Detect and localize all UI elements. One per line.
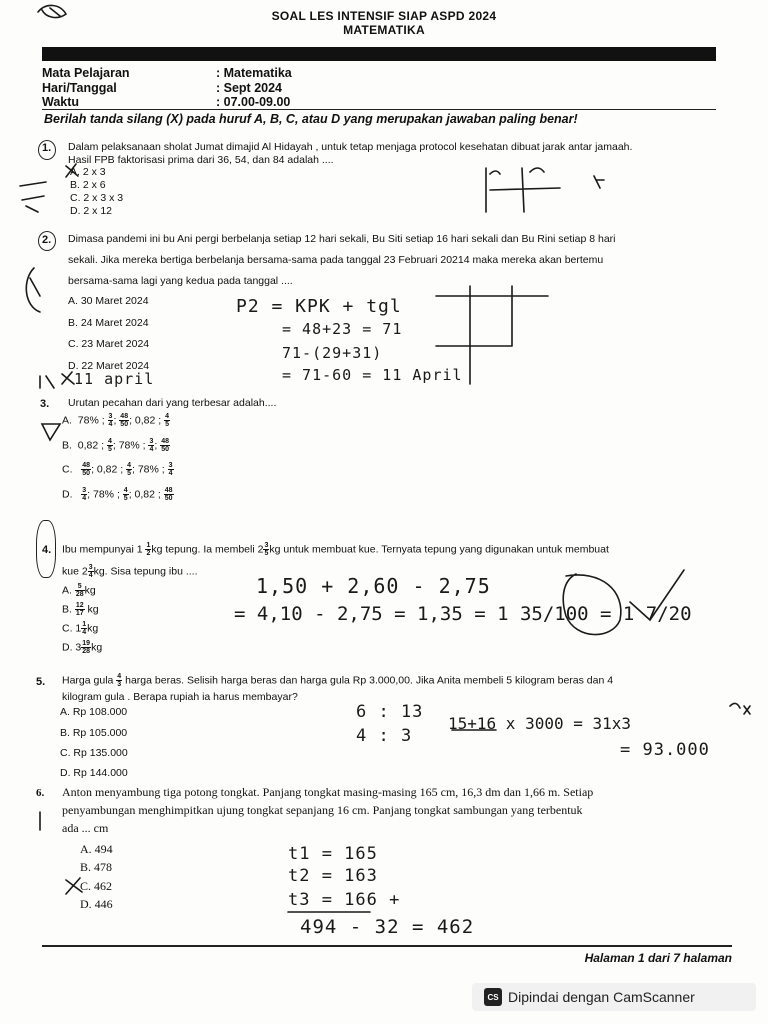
q4-option-a[interactable]: A. $\frac{5}{28}$ kg <box>62 583 96 598</box>
q4-number: 4. <box>42 544 52 556</box>
q5-option-b[interactable]: B. Rp 105.000 <box>60 727 128 739</box>
subject-label: Mata Pelajaran <box>42 66 130 80</box>
q3-text: Urutan pecahan dari yang terbesar adalah.... <box>68 397 277 409</box>
camscanner-logo-icon: CS <box>484 988 502 1006</box>
q5-number: 5. <box>36 676 46 688</box>
q1-option-a[interactable]: A. 2 x 3 <box>70 166 106 178</box>
q5-text-2: kilogram gula . Berapa rupiah ia harus membayar? <box>62 691 298 703</box>
q1-option-c[interactable]: C. 2 x 3 x 3 <box>70 192 124 204</box>
q2-handwriting-4: = 71-60 = 11 April <box>282 366 463 384</box>
q3-option-c[interactable]: C. $\frac{48}{50}$ ; 0,82 ; $\frac{4}{5}$ ; 78% ; $\frac{3}{4}$ <box>62 462 173 477</box>
q2-text-1: Dimasa pandemi ini bu Ani pergi berbelanja setiap 12 hari sekali, Bu Siti setiap 16 hari sekali dan Bu Rini setiap 8 hari <box>68 233 616 245</box>
q5-option-c[interactable]: C. Rp 135.000 <box>60 747 128 759</box>
q6-option-c[interactable]: C. 462 <box>80 879 113 893</box>
date-value: : Sept 2024 <box>216 81 283 95</box>
date-label: Hari/Tanggal <box>42 81 117 95</box>
q2-text-2: sekali. Jika mereka bertiga berbelanja bersama-sama pada tanggal 23 Februari 20214 maka mereka akan bertemu <box>68 254 604 266</box>
q3-option-d[interactable]: D. $\frac{3}{4}$ ; 78% ; $\frac{4}{5}$ ; 0,82 ; $\frac{48}{50}$ <box>62 487 173 502</box>
q2-handwriting-3: 71-(29+31) <box>282 344 383 362</box>
q5-option-a[interactable]: A. Rp 108.000 <box>60 706 128 718</box>
q6-handwriting-3: t3 = 166 + <box>288 890 401 910</box>
q2-handwriting-2: = 48+23 = 71 <box>282 320 403 338</box>
q2-option-a[interactable]: A. 30 Maret 2024 <box>68 295 149 307</box>
q6-option-d[interactable]: D. 446 <box>80 897 113 911</box>
q5-handwriting-3: 15+16 x 3000 = 31x3 <box>448 714 632 733</box>
q4-option-c[interactable]: C. 1 $\frac{1}{4}$ kg <box>62 621 99 636</box>
q5-text-1: Harga gula $\frac{4}{3}$ harga beras. Selisih harga beras dan harga gula Rp 3.000,00. Jika Anita membeli 5 kilogram beras dan 4 <box>62 673 614 688</box>
document-subtitle: MATEMATIKA <box>343 23 425 37</box>
q4-option-d[interactable]: D. 3 $\frac{19}{28}$ kg <box>62 640 103 655</box>
q2-option-c[interactable]: C. 23 Maret 2024 <box>68 338 150 350</box>
time-value: : 07.00-09.00 <box>216 95 291 109</box>
q4-text-1: Ibu mempunyai 1 $\frac{1}{2}$ kg tepung. Ia membeli 2 $\frac{3}{5}$ kg untuk membuat kue. Ternyata tepung yang digunakan untuk membuat <box>62 542 609 557</box>
instruction: Berilah tanda silang (X) pada huruf A, B, C, atau D yang merupakan jawaban paling benar! <box>44 112 578 126</box>
q6-option-b[interactable]: B. 478 <box>80 860 113 874</box>
q1-text-2: Hasil FPB faktorisasi prima dari 36, 54, dan 84 adalah .... <box>68 154 334 166</box>
q6-handwriting-2: t2 = 163 <box>288 866 378 886</box>
q2-text-3: bersama-sama lagi yang kedua pada tanggal .... <box>68 275 293 287</box>
q4-text-2: kue 2 $\frac{3}{4}$ kg. Sisa tepung ibu .... <box>62 564 198 579</box>
q5-handwriting-1: 6 : 13 <box>356 702 424 722</box>
q4-handwriting-1: 1,50 + 2,60 - 2,75 <box>256 574 491 598</box>
q1-text-1: Dalam pelaksanaan sholat Jumat dimajid Al Hidayah , untuk tetap menjaga protocol kesehatan dibuat jarak antar jamaah. <box>68 141 633 153</box>
q1-option-d[interactable]: D. 2 x 12 <box>70 205 113 217</box>
footer-line <box>42 945 732 947</box>
q6-text-2: penyambungan menghimpitkan ujung tongkat sepanjang 16 cm. Panjang tongkat sambungan yang terbentuk <box>62 803 583 817</box>
q2-handwriting-1: P2 = KPK + tgl <box>236 296 402 317</box>
subject-value: : Matematika <box>216 66 292 80</box>
q3-option-a[interactable]: A. 78% ; $\frac{3}{4}$ ; $\frac{48}{50}$ ; 0,82 ; $\frac{4}{5}$ <box>62 413 170 428</box>
document-title: SOAL LES INTENSIF SIAP ASPD 2024 <box>271 9 497 23</box>
q6-text-3: ada ... cm <box>62 821 109 835</box>
q5-option-d[interactable]: D. Rp 144.000 <box>60 767 128 779</box>
q6-text-1: Anton menyambung tiga potong tongkat. Panjang tongkat masing-masing 165 cm, 16,3 dm dan 1,66 m. Setiap <box>62 785 594 799</box>
q1-option-b[interactable]: B. 2 x 6 <box>70 179 106 191</box>
q2-answer-handwriting: 11 april <box>74 370 155 388</box>
q6-handwriting-4: 494 - 32 = 462 <box>300 916 475 938</box>
time-label: Waktu <box>42 95 80 109</box>
q4-handwriting-2: = 4,10 - 2,75 = 1,35 = 1 35/100 = 1 7/20 <box>234 603 692 625</box>
q5-handwriting-2: 4 : 3 <box>356 726 413 746</box>
camscanner-label: Dipindai dengan CamScanner <box>508 989 695 1005</box>
q3-option-b[interactable]: B. 0,82 ; $\frac{4}{5}$ ; 78% ; $\frac{3}{4}$ ; $\frac{48}{50}$ <box>62 438 170 453</box>
q3-number: 3. <box>40 398 50 410</box>
q4-option-b[interactable]: B. $\frac{12}{17}$ kg <box>62 602 99 617</box>
q2-option-d[interactable]: D. 22 Maret 2024 <box>68 360 150 372</box>
camscanner-watermark <box>472 983 756 1011</box>
page-number: Halaman 1 dari 7 halaman <box>584 951 732 965</box>
q6-number: 6. <box>36 787 45 799</box>
q6-option-a[interactable]: A. 494 <box>80 842 113 856</box>
q2-option-b[interactable]: B. 24 Maret 2024 <box>68 317 149 329</box>
q1-number: 1. <box>42 142 52 154</box>
q6-handwriting-1: t1 = 165 <box>288 844 378 864</box>
q5-handwriting-4: = 93.000 <box>620 740 710 760</box>
q2-number: 2. <box>42 234 52 246</box>
